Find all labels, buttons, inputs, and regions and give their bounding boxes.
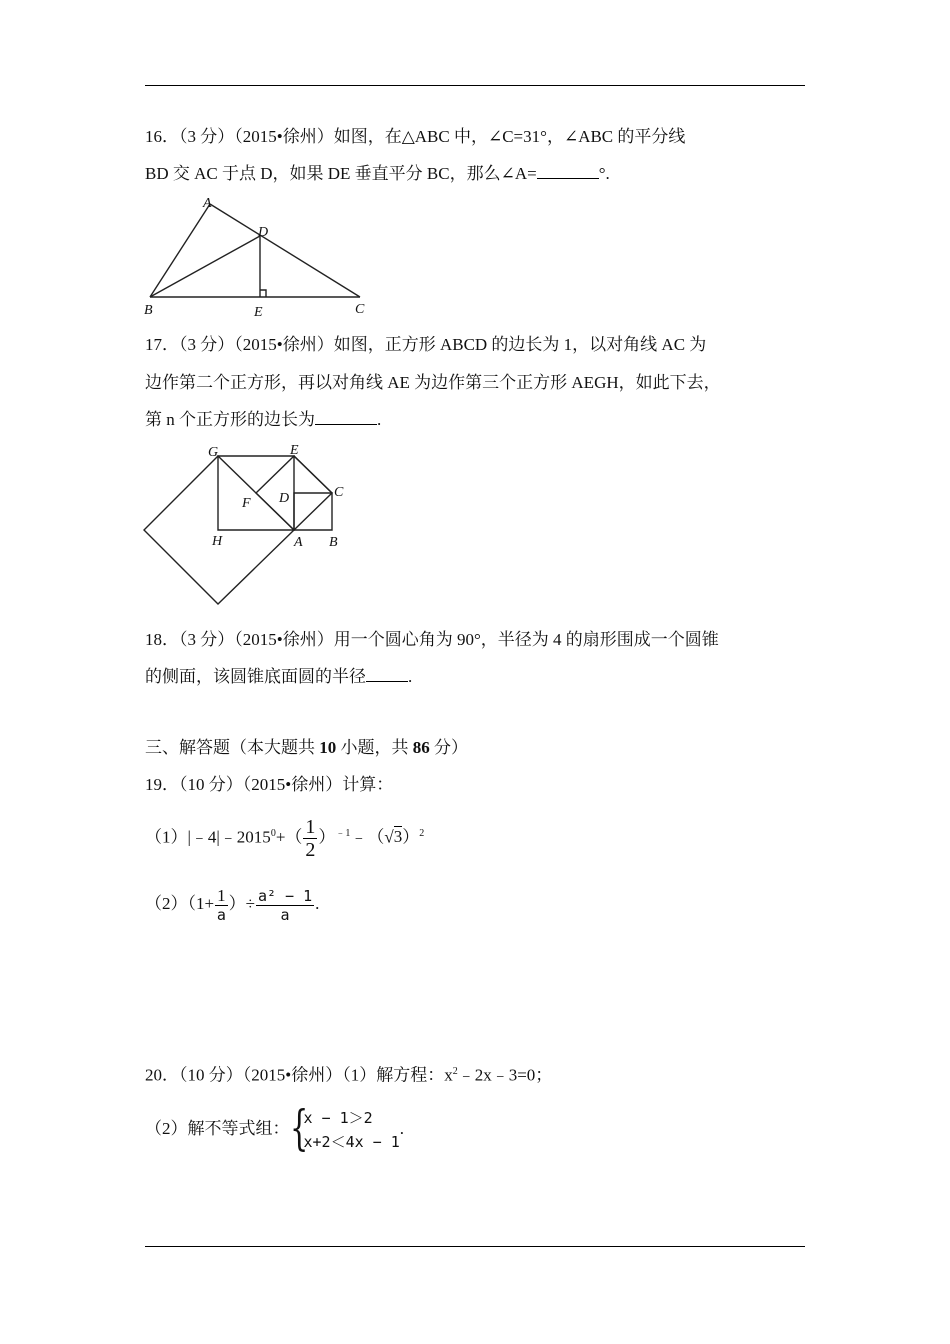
label-d: D bbox=[279, 491, 290, 506]
q16-line2-text: BD 交 AC 于点 D，如果 DE 垂直平分 BC，那么∠A= bbox=[145, 164, 537, 183]
label-c: C bbox=[334, 485, 344, 500]
q18-line2 bbox=[145, 666, 412, 688]
q19-part1 bbox=[145, 816, 424, 861]
label-b: B bbox=[144, 303, 153, 318]
answer-blank-17[interactable] bbox=[315, 410, 377, 425]
q19-part1-close: ） bbox=[318, 827, 336, 847]
top-rule bbox=[145, 85, 805, 86]
q19-part1-label: （1） bbox=[145, 827, 188, 847]
sqrt-symbol: √ bbox=[384, 827, 394, 847]
fraction-denominator: 2 bbox=[305, 839, 316, 861]
fraction-numerator: a² − 1 bbox=[257, 886, 313, 905]
q19-part1-minus: ﹣（ bbox=[350, 827, 385, 847]
q18-line2-text: 的侧面，该圆锥底面圆的半径 bbox=[145, 667, 366, 686]
q18-line1: 18．（3 分）（2015•徐州）用一个圆心角为 90°，半径为 4 的扇形围成一个圆锥 bbox=[145, 630, 719, 649]
label-e: E bbox=[290, 443, 299, 458]
q20-part2-end: . bbox=[399, 1119, 405, 1138]
answer-blank-18[interactable] bbox=[366, 667, 408, 682]
section-heading-post: 分） bbox=[429, 738, 468, 757]
q16-line2 bbox=[145, 163, 610, 185]
fraction-a2-minus-1-over-a bbox=[256, 887, 314, 924]
q17-line1: 17．（3 分）（2015•徐州）如图，正方形 ABCD 的边长为 1，以对角线 AC 为 bbox=[145, 335, 707, 354]
brace-icon: { bbox=[289, 1100, 308, 1157]
triangle-figure bbox=[138, 192, 378, 322]
label-d: D bbox=[258, 225, 269, 240]
q19-part1-plus: +（ bbox=[275, 827, 303, 847]
bottom-rule bbox=[145, 1246, 805, 1247]
fraction-numerator: 1 bbox=[305, 816, 316, 838]
section-total-score: 86 bbox=[412, 738, 430, 757]
q19-part1-exp-neg1: ﹣1 bbox=[335, 827, 351, 839]
segment-ab bbox=[150, 204, 210, 297]
fraction-numerator: 1 bbox=[217, 885, 226, 905]
q19-part1-exp2: 2 bbox=[419, 827, 425, 839]
q20-sup2: 2 bbox=[452, 1066, 458, 1077]
label-h: H bbox=[212, 534, 223, 549]
label-a: A bbox=[203, 196, 212, 211]
q19-part1-abs: |﹣4|﹣2015 bbox=[187, 827, 271, 847]
label-e: E bbox=[254, 305, 263, 320]
q19-part2-label: （2）（1+ bbox=[145, 894, 215, 913]
q19-part2-end: . bbox=[315, 894, 320, 913]
q20-part2-label: （2）解不等式组： bbox=[145, 1119, 290, 1138]
q19-part1-close2: ） bbox=[402, 827, 420, 847]
segment-ec bbox=[294, 456, 332, 493]
squares-figure bbox=[138, 438, 368, 610]
q17-line3-end: . bbox=[377, 410, 382, 429]
q17-line3-text: 第 n 个正方形的边长为 bbox=[145, 410, 315, 429]
fraction-denominator: a bbox=[280, 905, 290, 924]
sqrt-radicand: 3 bbox=[393, 827, 403, 847]
q19-part2 bbox=[145, 884, 319, 924]
right-angle-mark bbox=[260, 290, 266, 297]
q18-line2-end: . bbox=[408, 667, 413, 686]
label-b: B bbox=[329, 535, 338, 550]
q20-part2 bbox=[145, 1100, 405, 1157]
inequality-2: x+2＜4x − 1 bbox=[303, 1133, 400, 1152]
q17-line3 bbox=[145, 409, 381, 431]
q20-line1 bbox=[145, 1061, 552, 1087]
label-c: C bbox=[355, 302, 365, 317]
q20-line1-post: ﹣2x﹣3=0； bbox=[457, 1065, 553, 1085]
q17-line2: 边作第二个正方形，再以对角线 AE 为边作第三个正方形 AEGH，如此下去， bbox=[145, 373, 721, 392]
segment-bd bbox=[150, 236, 260, 297]
fraction-denominator: a bbox=[216, 905, 226, 924]
fraction-one-half bbox=[303, 816, 317, 861]
label-a: A bbox=[294, 535, 303, 550]
inequality-1: x − 1＞2 bbox=[303, 1109, 373, 1128]
section-question-count: 10 bbox=[319, 738, 337, 757]
q19-part2-div: ）÷ bbox=[228, 894, 255, 913]
q19-title: 19．（10 分）（2015•徐州）计算： bbox=[145, 775, 394, 794]
section-heading-pre: 三、解答题（本大题共 bbox=[145, 738, 320, 757]
section-heading-mid: 小题，共 bbox=[336, 738, 413, 757]
q16-line1: 16．（3 分）（2015•徐州）如图，在△ABC 中，∠C=31°，∠ABC 的平分线 bbox=[145, 127, 686, 146]
q20-line1-text: 20．（10 分）（2015•徐州）（1）解方程：x bbox=[145, 1065, 453, 1085]
fraction-one-over-a bbox=[215, 887, 228, 924]
q16-line2-end: °. bbox=[598, 164, 610, 183]
label-g: G bbox=[208, 445, 219, 460]
label-f: F bbox=[242, 496, 251, 511]
inequality-system bbox=[289, 1100, 400, 1157]
answer-blank-16[interactable] bbox=[537, 164, 599, 179]
section-heading bbox=[145, 737, 468, 759]
q19-part1-exp0: 0 bbox=[270, 827, 276, 839]
